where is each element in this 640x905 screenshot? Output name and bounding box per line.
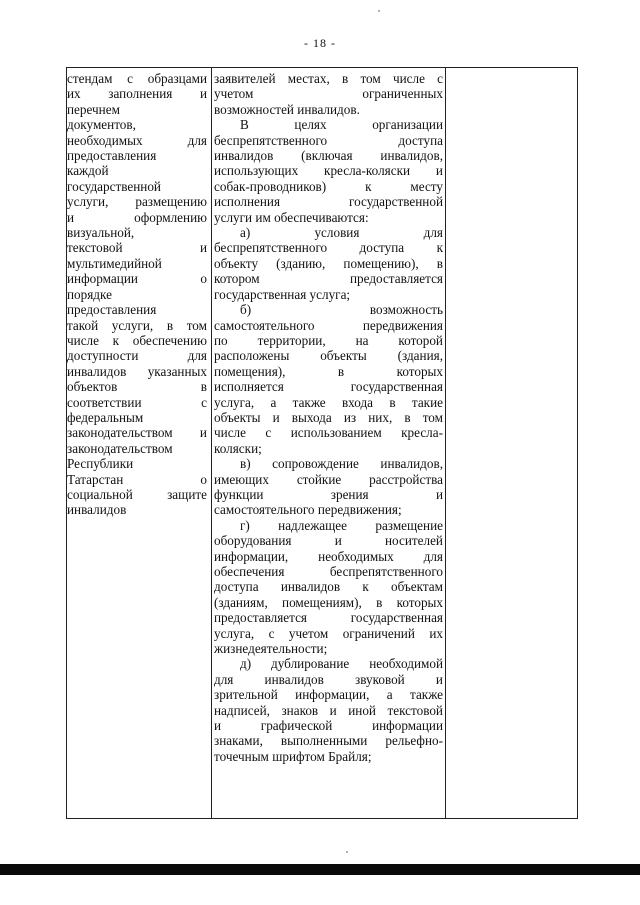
text-line: государственной	[67, 178, 161, 194]
text-line: услуга, а также входа в такие	[214, 394, 443, 410]
text-line: социальной защите	[67, 486, 207, 502]
text-line: перечнем	[67, 101, 120, 117]
text-line: надписей, знаков и иной текстовой	[214, 702, 443, 718]
table-cell-empty	[447, 68, 577, 818]
text-line: помещения), в которых	[214, 363, 443, 379]
text-line: по территории, на которой	[214, 332, 443, 348]
text-line: использующих кресла-коляски и	[214, 163, 443, 179]
text-line: Татарстан о	[67, 471, 207, 487]
text-line: учетом ограниченных	[214, 86, 443, 102]
text-line: В целях организации	[240, 117, 443, 133]
text-line: стендам с образцами	[67, 71, 207, 86]
text-line: мультимедийной	[67, 255, 162, 271]
text-line: в) сопровождение инвалидов,	[240, 456, 443, 472]
table-cell-requirements	[67, 71, 207, 518]
text-line: инвалидов (включая инвалидов,	[214, 148, 443, 164]
text-line: исполнения государственной	[214, 194, 443, 210]
text-line: функции зрения и	[214, 486, 443, 502]
text-line: д) дублирование необходимой	[240, 656, 443, 672]
text-line: точечным шрифтом Брайля;	[214, 748, 372, 764]
text-line: текстовой и	[67, 240, 207, 256]
text-line: оборудования и носителей	[214, 533, 443, 549]
text-line: г) надлежащее размещение	[240, 517, 443, 533]
scan-footer-bar	[0, 864, 640, 875]
text-line: Республики	[67, 456, 134, 472]
text-line: необходимых для	[67, 132, 207, 148]
text-line: и оформлению	[67, 209, 207, 225]
text-line: каждой	[67, 163, 109, 179]
text-line: информации, необходимых для	[214, 548, 443, 564]
text-line: информации о	[67, 271, 207, 287]
text-line: б) возможность	[240, 302, 443, 318]
text-line: знаками, выполненными рельефно-	[214, 733, 443, 749]
text-line: законодательством	[67, 440, 173, 456]
column-divider-2	[445, 68, 446, 818]
text-line: визуальной,	[67, 225, 135, 241]
text-line: а) условия для	[240, 225, 443, 241]
text-line: их заполнения и	[67, 86, 207, 102]
text-line: для инвалидов звуковой и	[214, 671, 443, 687]
text-line: документов,	[67, 117, 136, 133]
text-line: жизнедеятельности;	[214, 641, 328, 657]
text-line: обеспечения беспрепятственного	[214, 564, 443, 579]
text-line: самостоятельного передвижения;	[214, 502, 402, 518]
text-line: федеральным	[67, 409, 144, 425]
column-divider-1	[211, 68, 212, 818]
scan-artifact	[346, 851, 348, 853]
text-line: соответствии с	[67, 394, 207, 410]
text-line: числе к обеспечению	[67, 332, 207, 348]
text-line: законодательством и	[67, 425, 207, 441]
text-line: доступа инвалидов к объектам	[214, 579, 443, 595]
text-line: котором предоставляется	[214, 271, 443, 287]
text-line: самостоятельного передвижения	[214, 317, 443, 333]
text-line: зрительной информации, а также	[214, 687, 443, 703]
text-line: расположены объекты (здания,	[214, 348, 443, 364]
text-line: предоставления	[67, 148, 157, 164]
text-line: коляски;	[214, 440, 262, 456]
text-line: исполняется государственная	[214, 379, 443, 395]
text-line: услуга, с учетом ограничений их	[214, 625, 443, 641]
text-line: объекты и выхода из них, в том	[214, 409, 443, 425]
text-line: доступности для	[67, 348, 207, 364]
text-line: беспрепятственного доступа к	[214, 240, 443, 256]
text-line: беспрепятственного доступа	[214, 132, 443, 148]
text-line: собак-проводников) к месту	[214, 178, 443, 194]
text-line: и графической информации	[214, 718, 443, 734]
scan-artifact	[378, 10, 380, 12]
text-line: предоставляется государственная	[214, 610, 443, 626]
text-line: имеющих стойкие расстройства	[214, 471, 443, 487]
text-line: (зданиям, помещениям), в которых	[214, 594, 443, 610]
text-line: инвалидов	[67, 502, 127, 518]
text-line: инвалидов указанных	[67, 363, 207, 379]
page-number: - 18 -	[304, 36, 336, 50]
text-line: объекту (зданию, помещению), в	[214, 255, 443, 271]
text-line: такой услуги, в том	[67, 317, 207, 333]
text-line: объектов в	[67, 379, 207, 395]
text-line: возможностей инвалидов.	[214, 101, 360, 117]
table-cell-accessibility	[214, 71, 443, 764]
text-line: услуги им обеспечиваются:	[214, 209, 369, 225]
text-line: государственная услуга;	[214, 286, 351, 302]
text-line: заявителей местах, в том числе с	[214, 71, 443, 86]
text-line: порядке	[67, 286, 112, 302]
text-line: числе с использованием кресла-	[214, 425, 443, 441]
text-line: услуги, размещению	[67, 194, 207, 210]
text-line: предоставления	[67, 302, 157, 318]
content-table	[66, 67, 578, 819]
